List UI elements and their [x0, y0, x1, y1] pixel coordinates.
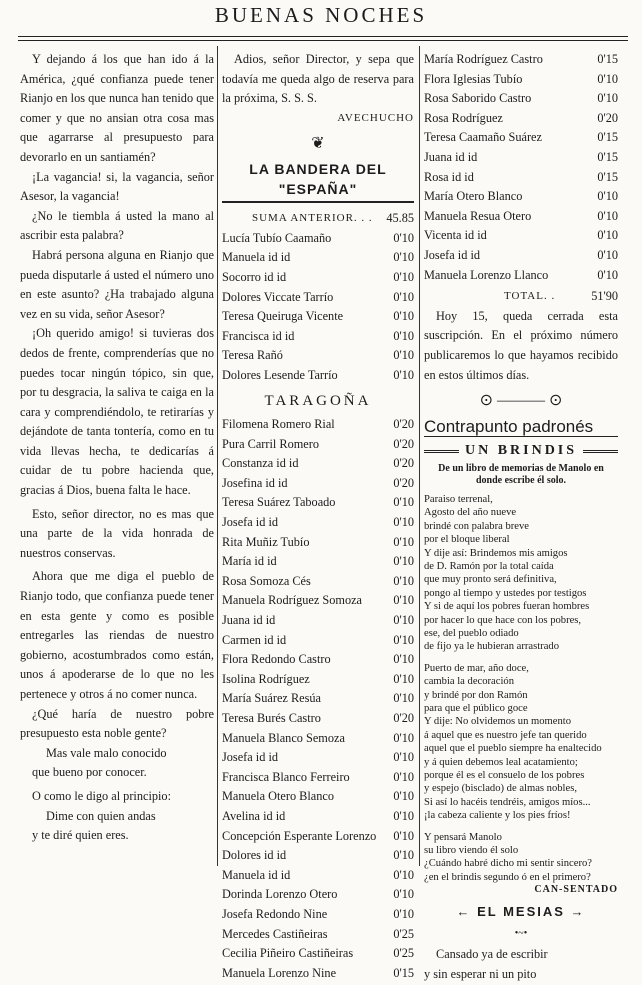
list-item [222, 268, 414, 288]
donor-name: Dolores Lesende Tarrío [222, 367, 338, 382]
donor-amount: 0'20 [393, 711, 414, 725]
list-item [222, 474, 414, 494]
mesias-line: Cansado ya de escribir [436, 947, 548, 962]
poem-line: Puerto de mar, año doce, [424, 662, 529, 674]
donor-amount: 0'20 [393, 475, 414, 490]
donor-amount: 0'10 [597, 267, 618, 282]
donor-list-1 [222, 229, 414, 386]
donor-name: Rita Muñiz Tubío [222, 534, 310, 549]
verse-line: Mas vale malo conocido [46, 745, 167, 760]
list-item [222, 768, 414, 788]
list-item [222, 807, 414, 827]
poem-line: Y dije: No olvidemos un momento [424, 716, 572, 728]
paragraph: Y dejando á los que han ido á la América, ¿qué confianza puede tener Rianjo en los que nunca han tenido que comer y que no ansian otra cosa mas que agarrarse al presupuesto para devorarlo en un santiamén? [20, 52, 214, 164]
list-item [222, 493, 414, 513]
column-3 [424, 50, 618, 985]
donor-amount: 0'10 [393, 848, 414, 863]
list-item [222, 572, 414, 592]
donor-amount: 0'10 [393, 691, 414, 706]
donor-amount: 0'10 [597, 228, 618, 243]
poem-signature: CAN-SENTADO [534, 884, 618, 896]
list-item [222, 709, 414, 729]
poem-line [424, 823, 618, 831]
donor-name: Vicenta id id [424, 228, 487, 243]
suma-value: 45.85 [386, 211, 414, 226]
donor-name: Rosa Somoza Cés [222, 573, 311, 588]
list-item [424, 168, 618, 188]
poem-line: ¿Cuándo habré dicho mi sentir sincero? [424, 858, 592, 870]
donor-name: Socorro id id [222, 269, 287, 284]
list-item [222, 905, 414, 925]
donor-name: Teresa Queiruga Vicente [222, 309, 344, 324]
paragraph: Habrá persona alguna en Rianjo que pueda disputarle á usted el número uno en este asunto? ¿Ha trabajado alguna vez en su vida, señor Asesor? [20, 247, 214, 321]
donor-amount: 0'10 [393, 328, 414, 343]
list-item [222, 346, 414, 366]
list-item [222, 925, 414, 945]
donor-amount: 0'10 [393, 828, 414, 843]
column-2 [222, 50, 414, 983]
donor-amount: 0'10 [393, 769, 414, 784]
donor-name: María id id [222, 554, 277, 569]
donor-amount: 0'20 [393, 417, 414, 432]
poem-line: brindé con palabra breve [424, 520, 530, 532]
donor-name: Manuela id id [222, 867, 291, 882]
donor-list-3 [424, 50, 618, 285]
donor-amount: 0'20 [393, 456, 414, 471]
donor-amount: 0'10 [393, 632, 414, 647]
donor-amount: 0'10 [393, 652, 414, 667]
donor-name: Dolores id id [222, 848, 287, 863]
poem-line: ¿en el brindis segundo ó en el primero? [424, 871, 591, 883]
donor-amount: 0'10 [393, 367, 414, 382]
masthead: BUENAS NOCHES [214, 3, 428, 27]
donor-name: Josefa id id [424, 247, 481, 262]
donor-amount: 0'10 [393, 867, 414, 882]
paragraph: ¿Qué haría de nuestro pobre presupuesto esta noble gente? [20, 706, 214, 741]
donor-amount: 0'20 [597, 110, 618, 125]
donor-name: Pura Carril Romero [222, 436, 319, 451]
poem-line: por el bloque liberal [424, 534, 510, 546]
list-item [222, 307, 414, 327]
donor-amount: 0'10 [393, 515, 414, 530]
poem-line: ¡la cabeza caliente y los pies fríos! [424, 810, 571, 822]
donor-amount: 0'10 [597, 208, 618, 223]
total-label: TOTAL. . [504, 290, 556, 303]
list-item [424, 89, 618, 109]
poem-line [424, 654, 618, 662]
donor-name: Juana id id [222, 613, 276, 628]
donor-name: Avelina id id [222, 808, 286, 823]
list-item [222, 827, 414, 847]
donor-amount: 0'10 [393, 730, 414, 745]
donor-name: Constanza id id [222, 456, 299, 471]
closing-paragraph: Adios, señor Director, y sepa que todavía me queda algo de reserva para la próxima, S. S. S. [222, 52, 414, 106]
paragraph: ¡La vagancia! si, la vagancia, señor Asesor, la vagancia! [20, 169, 214, 204]
donor-name: Francisca id id [222, 328, 295, 343]
poem-line: cambia la decoración [424, 676, 514, 688]
signature: AVECHUCHO [337, 111, 414, 124]
donor-name: Flora Iglesias Tubío [424, 71, 523, 86]
list-item [424, 70, 618, 90]
donor-name: Rosa Rodríguez [424, 110, 503, 125]
donor-amount: 0'20 [393, 436, 414, 451]
donor-name: Manuela Rodríguez Somoza [222, 593, 363, 608]
donor-amount: 0'10 [393, 495, 414, 510]
poem-line: y brindé por don Ramón [424, 689, 528, 701]
donor-amount: 0'10 [393, 269, 414, 284]
list-item [222, 533, 414, 553]
ornament-icon: ⊙ ——— ⊙ [479, 392, 563, 410]
donor-amount: 0'15 [597, 169, 618, 184]
masthead-rule-top [18, 36, 628, 37]
donor-name: Teresa Caamaño Suárez [424, 130, 542, 145]
poem-line: Agosto del año nueve [424, 507, 517, 519]
notice-paragraph: Hoy 15, queda cerrada esta suscripción. En el próximo número publicaremos lo que hayamos recibido en estos últimos días. [424, 308, 618, 382]
donor-name: Josefa Redondo Nine [222, 906, 328, 921]
subtitle: TARAGOÑA [264, 392, 372, 409]
list-item [222, 650, 414, 670]
brindis-header [424, 441, 618, 461]
list-item [222, 327, 414, 347]
donor-amount: 0'10 [393, 250, 414, 265]
list-item [222, 552, 414, 572]
donor-amount: 0'10 [597, 91, 618, 106]
donor-name: Josefa id id [222, 515, 279, 530]
poem-line: que muy pronto será definitiva, [424, 574, 557, 586]
paragraph: ¿No le tiembla á usted la mano al ascribir esta palabra? [20, 208, 214, 243]
donor-name: Lucía Tubío Caamaño [222, 230, 332, 245]
paragraph: O como le digo al principio: [32, 788, 171, 803]
donor-amount: 0'10 [393, 230, 414, 245]
poem-line: Y si de aquí los pobres fueran hombres [424, 601, 590, 613]
donor-amount: 0'10 [597, 247, 618, 262]
donor-name: Francisca Blanco Ferreiro [222, 769, 350, 784]
verse-line: y te diré quien eres. [32, 828, 129, 843]
ornament-icon: •~• [514, 927, 528, 939]
column-divider-2 [419, 46, 420, 866]
section-title: LA BANDERA DEL "ESPAÑA" [222, 160, 414, 203]
donor-amount: 0'10 [393, 887, 414, 902]
poem-line: porque él es el consuelo de los pobres [424, 770, 585, 781]
list-item [222, 944, 414, 964]
list-item [222, 964, 414, 984]
poem-line: pongo al tiempo y ustedes por testigos [424, 587, 587, 599]
list-item [222, 631, 414, 651]
donor-name: Manuela Resua Otero [424, 208, 532, 223]
list-item [222, 846, 414, 866]
list-item [424, 50, 618, 70]
ornament-icon: ❦ [311, 135, 325, 153]
paragraph: ¡Oh querido amigo! si tuvieras dos dedos de frente, comprenderías que no puedes tocar ningún tópico, sin que, por tu desgracia, la saliva te caiga en la cara y comprendiéndolo, te retirarías y dejándote de tanta tontería, como en tu vida llevas hecha, te dedicarías á cuidar de tu pobre hacienda que, gracias á Dios, buena falta le hace. [20, 326, 214, 498]
donor-name: Manuela id id [222, 250, 291, 265]
donor-amount: 0'10 [393, 750, 414, 765]
donor-amount: 0'10 [393, 671, 414, 686]
donor-name: María Otero Blanco [424, 189, 523, 204]
brindis-title: UN BRINDIS [464, 443, 578, 459]
list-item [222, 415, 414, 435]
contrapunto-title: Contrapunto padronés [424, 417, 618, 438]
list-item [222, 288, 414, 308]
list-item [222, 611, 414, 631]
donor-name: Dolores Viccate Tarrío [222, 289, 334, 304]
list-item [222, 229, 414, 249]
poem-line: para que el público goce [424, 702, 528, 714]
mesias-line: y sin esperar ni un pito [424, 967, 537, 982]
poem-line: Y pensará Manolo [424, 831, 502, 843]
donor-amount: 0'10 [393, 593, 414, 608]
donor-name: Teresa Burés Castro [222, 711, 321, 725]
donor-amount: 0'10 [393, 808, 414, 823]
poem-line: ese, del pueblo odiado [424, 627, 519, 639]
list-item [424, 128, 618, 148]
list-item [222, 729, 414, 749]
donor-name: Carmen id id [222, 632, 287, 647]
donor-amount: 0'10 [597, 71, 618, 86]
list-item [424, 109, 618, 129]
list-item [222, 787, 414, 807]
list-item [424, 187, 618, 207]
donor-name: María Suárez Resúa [222, 691, 322, 706]
donor-amount: 0'10 [393, 906, 414, 921]
column-1 [20, 50, 214, 846]
list-item [222, 748, 414, 768]
verse-line: que bueno por conocer. [32, 765, 147, 780]
list-item [222, 866, 414, 886]
poem-line: y á quien debemos leal acatamiento; [424, 756, 578, 768]
paragraph: Ahora que me diga el pueblo de Rianjo todo, que confianza puede tener en esta gente y como es posible entregarles las riendas de nuestro gobierno, acostumbrados como están, unos á apoderarse de lo que no les pertenece y otros á no comer nunca. [20, 569, 214, 701]
list-item [424, 148, 618, 168]
brindis-intro: De un libro de memorias de Manolo en donde escribe él solo. [438, 462, 604, 486]
donor-amount: 0'15 [597, 149, 618, 164]
donor-name: Teresa Suárez Taboado [222, 495, 336, 510]
donor-name: María Rodríguez Castro [424, 52, 543, 66]
list-item [424, 266, 618, 286]
mesias-label: EL MESIAS [477, 904, 565, 920]
donor-name: Flora Redondo Castro [222, 652, 331, 667]
donor-amount: 0'15 [597, 52, 618, 66]
poem-line: aquel que el pueblo siempre ha enaltecido [424, 743, 602, 755]
list-item [222, 670, 414, 690]
donor-amount: 0'10 [597, 189, 618, 204]
donor-amount: 0'10 [393, 554, 414, 569]
donor-name: Concepción Esperante Lorenzo [222, 828, 377, 843]
total-row [424, 287, 618, 307]
list-item [222, 366, 414, 386]
poem-line: de D. Ramón por la total caída [424, 560, 554, 572]
poem-line: su libro viendo él solo [424, 845, 519, 857]
donor-name: Manuela Lorenzo Nine [222, 965, 337, 980]
paragraph: Esto, señor director, no es mas que una parte de la vida honrada de nuestros conservas. [20, 506, 214, 560]
list-item [222, 513, 414, 533]
donor-amount: 0'15 [597, 130, 618, 145]
donor-amount: 0'10 [393, 573, 414, 588]
list-item [222, 885, 414, 905]
donor-amount: 0'15 [393, 965, 414, 980]
poem-line: á aquel que es nuestro jefe tan querido [424, 729, 587, 741]
list-item [424, 226, 618, 246]
poem-line: Si así lo hacéis tendréis, amigos míos... [424, 796, 591, 808]
donor-name: Dorinda Lorenzo Otero [222, 887, 338, 902]
list-item [424, 246, 618, 266]
donor-name: Manuela Lorenzo Llanco [424, 267, 549, 282]
donor-name: Mercedes Castiñeiras [222, 926, 328, 941]
donor-amount: 0'10 [393, 289, 414, 304]
donor-name: Josefina id id [222, 475, 288, 490]
poem-line: y espejo (bisclado) de almas nobles, [424, 783, 577, 795]
donor-amount: 0'10 [393, 309, 414, 324]
list-item [222, 454, 414, 474]
column-divider-1 [217, 46, 218, 866]
poem-line: de fijo ya le hubieran arrastrado [424, 641, 560, 653]
donor-name: Filomena Romero Rial [222, 417, 335, 432]
list-item [424, 207, 618, 227]
donor-name: Isolina Rodríguez [222, 671, 310, 686]
donor-list-2 [222, 415, 414, 983]
donor-amount: 0'10 [393, 789, 414, 804]
donor-name: Manuela Otero Blanco [222, 789, 334, 804]
poem [424, 493, 618, 884]
donor-name: Josefa id id [222, 750, 279, 765]
donor-amount: 0'25 [393, 946, 414, 961]
suma-label: SUMA ANTERIOR. . . [252, 212, 373, 225]
donor-name: Rosa id id [424, 169, 474, 184]
donor-name: Juana id id [424, 149, 478, 164]
donor-amount: 0'10 [393, 534, 414, 549]
donor-amount: 0'10 [393, 348, 414, 363]
donor-name: Cecilia Piñeiro Castiñeiras [222, 946, 354, 961]
poem-line: Y dije así: Brindemos mis amigos [424, 547, 568, 559]
poem-line: por hacer lo que hace con los pobres, [424, 614, 582, 626]
mesias-title: ← EL MESIAS → [456, 904, 586, 920]
list-item [222, 248, 414, 268]
donor-amount: 0'25 [393, 926, 414, 941]
poem-line: Paraiso terrenal, [424, 493, 493, 505]
list-item [222, 591, 414, 611]
list-item [222, 689, 414, 709]
list-item [222, 435, 414, 455]
verse-line: Dime con quien andas [46, 808, 156, 823]
donor-amount: 0'10 [393, 613, 414, 628]
donor-name: Teresa Rañó [222, 348, 283, 363]
total-value: 51'90 [591, 289, 618, 304]
donor-name: Manuela Blanco Semoza [222, 730, 345, 745]
suma-row [222, 209, 414, 229]
donor-name: Rosa Saborido Castro [424, 91, 532, 106]
masthead-rule-bottom [18, 40, 628, 41]
